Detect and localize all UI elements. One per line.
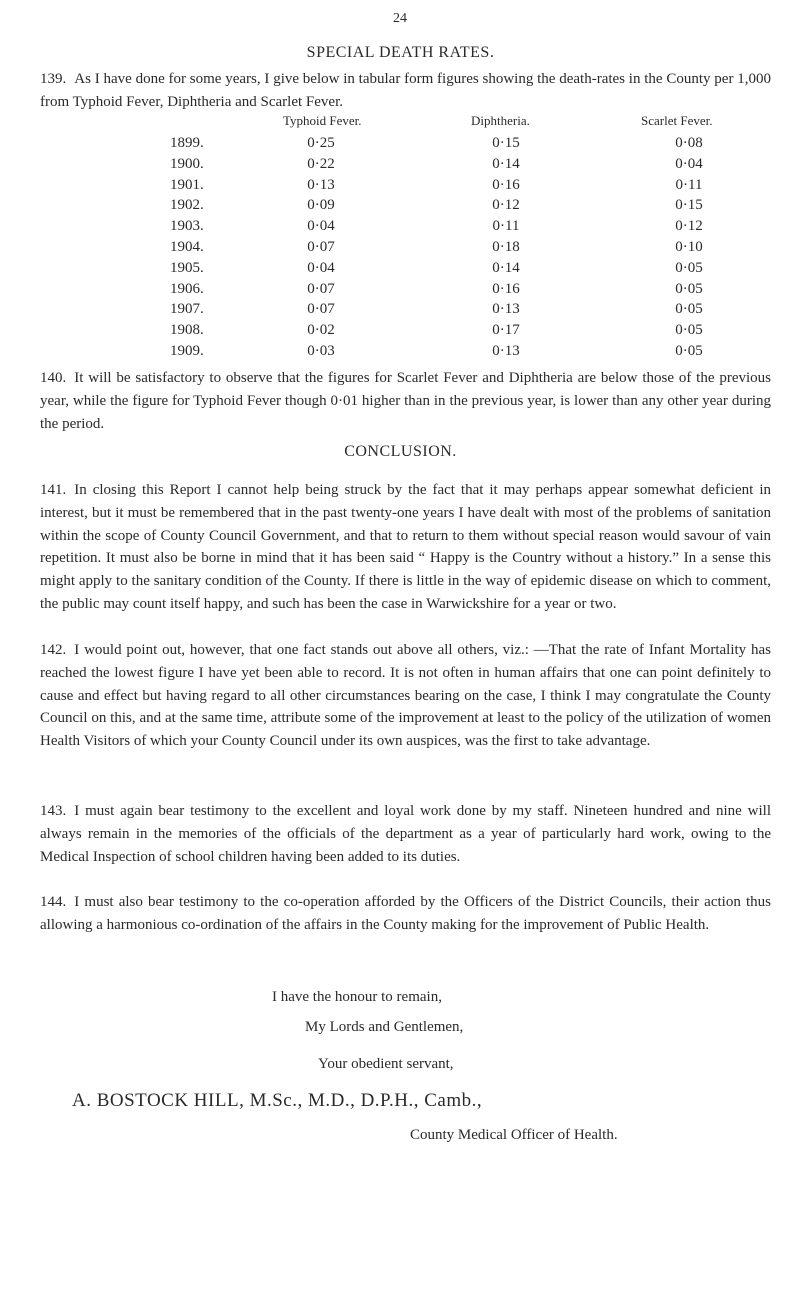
table-row	[0, 343, 801, 363]
scarlet-cell: 0·11	[675, 176, 703, 193]
typhoid-cell: 0·25	[307, 135, 335, 151]
section-title: SPECIAL DEATH RATES.	[306, 44, 495, 61]
scarlet-cell: 0·05	[675, 322, 703, 339]
table-row	[0, 156, 801, 176]
year-cell: 1906.	[170, 280, 204, 297]
year-cell: 1899.	[170, 135, 204, 151]
paragraph-number: 140.	[40, 370, 67, 386]
typhoid-cell: 0·09	[307, 197, 335, 214]
diphtheria-cell: 0·18	[492, 239, 520, 255]
year-cell: 1902.	[170, 197, 204, 214]
scarlet-cell: 0·05	[675, 280, 703, 297]
typhoid-cell: 0·07	[307, 301, 335, 318]
year-cell: 1908.	[170, 322, 204, 339]
typhoid-cell: 0·13	[307, 176, 335, 193]
table-row	[0, 197, 801, 217]
paragraph-number: 141.	[40, 482, 67, 498]
scarlet-cell: 0·12	[675, 218, 703, 235]
paragraph-140	[40, 367, 771, 435]
year-cell: 1905.	[170, 259, 204, 276]
diphtheria-cell: 0·12	[492, 197, 520, 214]
diphtheria-cell: 0·13	[492, 301, 520, 318]
year-cell: 1909.	[170, 343, 204, 359]
column-header-diphtheria: Diphtheria.	[471, 113, 530, 128]
paragraph-139	[40, 68, 771, 114]
scarlet-cell: 0·04	[675, 155, 703, 172]
table-row	[0, 135, 801, 155]
table-row	[0, 218, 801, 238]
typhoid-cell: 0·07	[307, 239, 335, 255]
signature-title: County Medical Officer of Health.	[410, 1127, 618, 1143]
diphtheria-cell: 0·14	[492, 155, 520, 172]
table-row	[0, 301, 801, 321]
typhoid-cell: 0·07	[307, 280, 335, 297]
closing-line-1: I have the honour to remain,	[272, 989, 442, 1005]
year-cell: 1900.	[170, 155, 204, 172]
paragraph-text: It will be satisfactory to observe that the figures for Scarlet Fever and Diphtheria are below those of the previous year, while the figure for Typhoid Fever though 0·01 higher than in the previous year, is lower than any other year during the period.	[40, 370, 771, 432]
year-cell: 1904.	[170, 239, 204, 255]
column-header-typhoid: Typhoid Fever.	[283, 113, 362, 128]
closing-line-2: My Lords and Gentlemen,	[305, 1019, 464, 1035]
diphtheria-cell: 0·14	[492, 259, 520, 276]
page-number: 24	[393, 11, 407, 26]
table-row	[0, 239, 801, 259]
paragraph-number: 139.	[40, 71, 67, 87]
year-cell: 1907.	[170, 301, 204, 318]
diphtheria-cell: 0·16	[492, 176, 520, 193]
diphtheria-cell: 0·11	[492, 218, 520, 235]
table-row	[0, 177, 801, 197]
paragraph-text: I must again bear testimony to the excellent and loyal work done by my staff. Nineteen hundred and nine will always remain in the memories of the officials of the department as a year of particularly hard work, owing to the Medical Inspection of school children having been added to its duties.	[40, 803, 771, 865]
diphtheria-cell: 0·13	[492, 343, 520, 359]
paragraph-144	[40, 891, 771, 937]
paragraph-text: I must also bear testimony to the co-operation afforded by the Officers of the District Councils, their action thus allowing a harmonious co-ordination of the affairs in the County making for the improvement of Public Health.	[40, 894, 771, 933]
table-row	[0, 281, 801, 301]
scarlet-cell: 0·10	[675, 239, 703, 255]
paragraph-text: In closing this Report I cannot help being struck by the fact that it may perhaps appear somewhat deficient in interest, but it must be remembered that in the past twenty-one years I have dealt with most of the problems of sanitation within the scope of County Council Government, and that to return to them without special reason would savour of vain repetition. It must also be borne in mind that it has been said “ Happy is the Country without a history.” In a sense this might apply to the sanitary condition of the County. If there is little in the way of epidemic disease on which to comment, the public may count itself happy, and such has been the case in Warwickshire for a year or two.	[40, 482, 771, 612]
column-header-scarlet: Scarlet Fever.	[641, 113, 713, 128]
scarlet-cell: 0·05	[675, 343, 703, 359]
conclusion-heading: CONCLUSION.	[344, 443, 457, 460]
typhoid-cell: 0·04	[307, 218, 335, 235]
scarlet-cell: 0·05	[675, 301, 703, 318]
scarlet-cell: 0·08	[675, 135, 703, 151]
paragraph-142	[40, 639, 771, 753]
diphtheria-cell: 0·15	[492, 135, 520, 151]
paragraph-text: I would point out, however, that one fact stands out above all others, viz.: —That the rate of Infant Mortality has reached the lowest figure I have yet been able to record. It is not often in human affairs that one can point definitely to cause and effect but having regard to all other circumstances bearing on the case, I think I may congratulate the County Council on this, and at the same time, attribute some of the improvement at least to the policy of the utilization of women Health Visitors of which your County Council under its own auspices, was the first to take advantage.	[40, 642, 771, 750]
paragraph-number: 144.	[40, 894, 67, 910]
closing-line-3: Your obedient servant,	[318, 1056, 454, 1072]
typhoid-cell: 0·04	[307, 259, 335, 276]
paragraph-text: As I have done for some years, I give below in tabular form figures showing the death-rates in the County per 1,000 from Typhoid Fever, Diphtheria and Scarlet Fever.	[40, 71, 771, 110]
typhoid-cell: 0·22	[307, 155, 335, 172]
year-cell: 1901.	[170, 176, 204, 193]
paragraph-141	[40, 479, 771, 616]
diphtheria-cell: 0·16	[492, 280, 520, 297]
scarlet-cell: 0·05	[675, 259, 703, 276]
table-row	[0, 260, 801, 280]
typhoid-cell: 0·02	[307, 322, 335, 339]
typhoid-cell: 0·03	[307, 343, 335, 359]
signature: A. BOSTOCK HILL, M.Sc., M.D., D.P.H., Camb.,	[72, 1090, 483, 1111]
scarlet-cell: 0·15	[675, 197, 703, 214]
diphtheria-cell: 0·17	[492, 322, 520, 339]
year-cell: 1903.	[170, 218, 204, 235]
table-row	[0, 322, 801, 342]
paragraph-143	[40, 800, 771, 868]
paragraph-number: 143.	[40, 803, 67, 819]
paragraph-number: 142.	[40, 642, 67, 658]
